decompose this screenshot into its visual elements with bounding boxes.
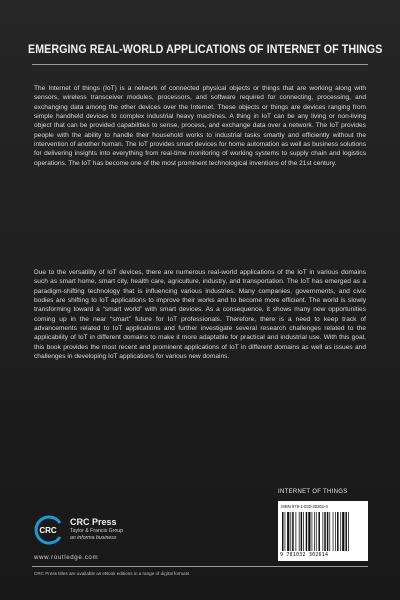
isbn-number: ISBN 978-1-032-30261-4 [281,504,328,509]
description-paragraph-2: Due to the versatility of IoT devices, there are numerous real-world applications of the IoT in various domains such as smart home, smart city, health care, agriculture, industry, and transportation. The IoT has emerged as a paradigm-shifting technology that is influencing various industries. Many companies, governments, and civic bodies are shifting to IoT applications to improve their works and to become more efficient. The world is slowly transforming toward a “smart world” with smart devices. As a consequence, it shows many new opportunities coming up in the near “smart” future for IoT professionals. Therefore, there is a need to keep track of advancements related to IoT applications and further investigate several research challenges related to the applicability of IoT in different domains to make it more adaptable for practical and industrial use. With this goal, this book provides the most recent and prominent applications of IoT in different domains as well as issues and challenges in developing IoT applications for various new domains. [34,269,366,361]
isbn-barcode-box [278,501,368,561]
book-title: EMERGING REAL-WORLD APPLICATIONS OF INTERNET OF THINGS [28,42,383,56]
subject-category: INTERNET OF THINGS [278,489,348,495]
logo-text: CRC [39,526,57,535]
ebook-note: CRC Press titles are available as eBook editions in a range of digital formats [34,571,190,576]
barcode-icon [281,512,365,551]
title-divider [32,64,368,65]
publisher-website: www.routledge.com [34,554,99,561]
publisher-tagline: an informa business [70,534,117,541]
footer-divider [32,566,368,567]
publisher-block [70,517,123,541]
description-paragraph-1: The Internet of things (IoT) is a network of connected physical objects or things that are working along with sensors, wireless transceiver modules, processors, and software required for connecting, processing, and exchanging data among the other devices over the Internet. These objects or things are devices ranging from simple handheld devices to complex industrial heavy machines. A thing in IoT can be any living or non-living object that can be provided capabilities to sense, process, and exchange data over a network. The IoT provides people with the ability to handle their household works to industrial tasks smartly and efficiently without the intervention of another human. The IoT provides smart devices for home automation as well as business solutions for delivering insights into everything from real-time monitoring of working systems to supply chain and logistics operations. The IoT has become one of the most prominent technological inventions of the 21st century. [34,85,366,167]
publisher-group: Taylor & Francis Group [70,528,124,534]
publisher-name: CRC Press [70,517,117,527]
isbn-barcode-digits: 9 781032 302614 [280,552,329,558]
crc-press-logo [34,515,64,545]
